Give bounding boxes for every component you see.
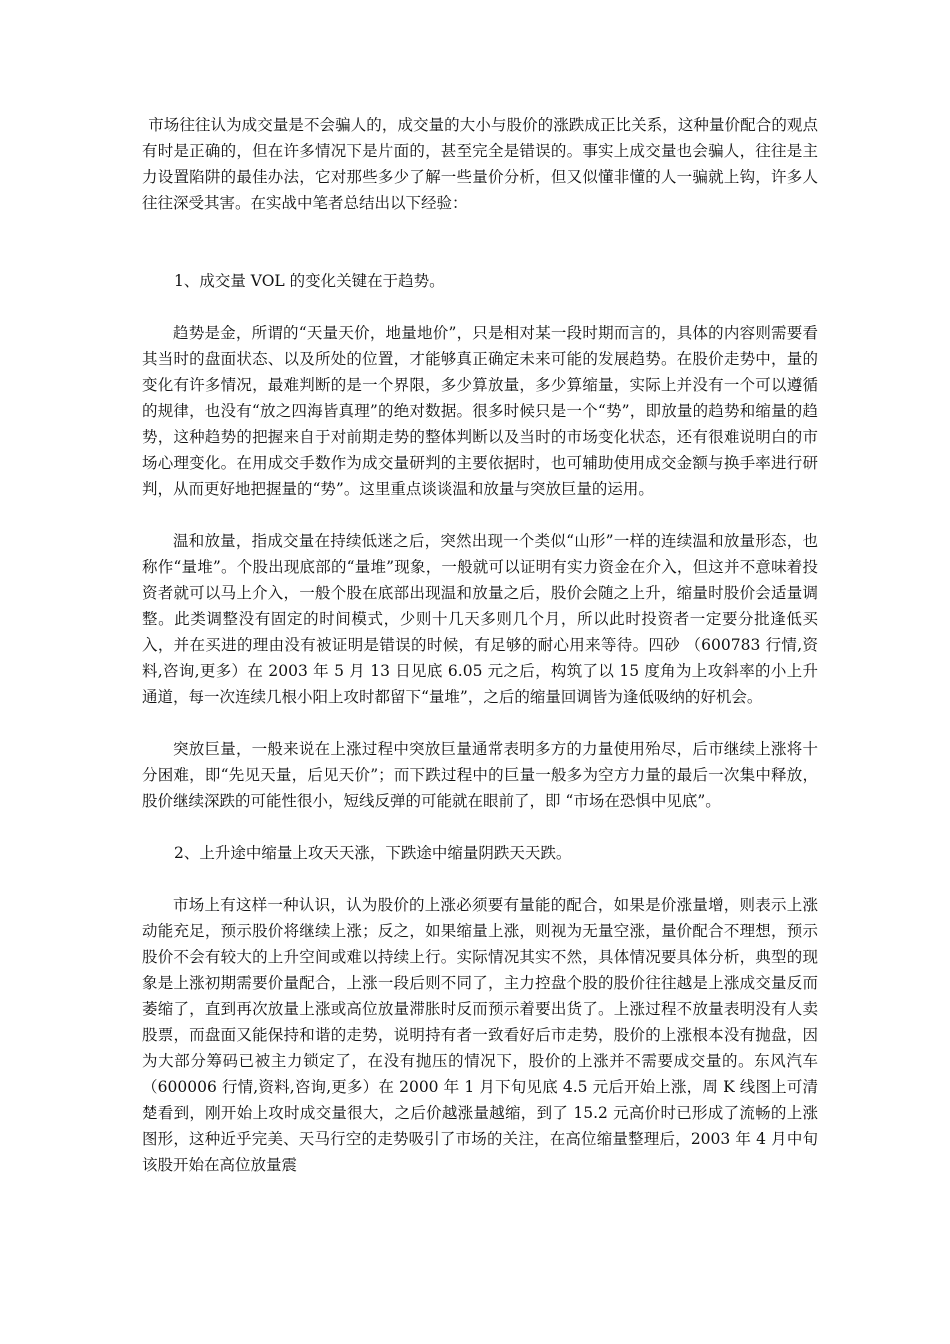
shrinking-volume-paragraph: 市场上有这样一种认识，认为股价的上涨必须要有量能的配合，如果是价涨量增，则表示上涨动能充足，预示股价将继续上涨；反之，如果缩量上涨，则视为无量空涨，量价配合不理想，预示股价不会有较大的上升空间或难以持续上行。实际情况其实不然，具体情况要具体分析，典型的现象是上涨初期需要价量配合，上涨一段后则不同了，主力控盘个股的股价往往越是上涨成交量反而萎缩了，直到再次放量上涨或高位放量滞胀时反而预示着要出货了。上涨过程不放量表明没有人卖股票，而盘面又能保持和谐的走势，说明持有者一致看好后市走势，股价的上涨根本没有抛盘，因为大部分筹码已被主力锁定了，在没有抛压的情况下，股价的上涨并不需要成交量的。东风汽车 （600006 行情,资料,咨询,更多）在 2000 年 1 月下旬见底 4.5 元后开始上涨，周 K 线图上可清楚看到，刚开始上攻时成交量很大，之后价越涨量越缩，到了 15.2 元高价时已形成了流畅的上涨图形，这种近乎完美、天马行空的走势吸引了市场的关注，在高位缩量整理后，2003 年 4 月中旬该股开始在高位放量震	[142, 896, 818, 1174]
trend-paragraph: 趋势是金，所谓的“天量天价，地量地价”，只是相对某一段时期而言的，具体的内容则需要看其当时的盘面状态、以及所处的位置，才能够真正确定未来可能的发展趋势。在股价走势中，量的变化有许多情况，最难判断的是一个界限，多少算放量，多少算缩量，实际上并没有一个可以遵循的规律，也没有“放之四海皆真理”的绝对数据。很多时候只是一个“势”，即放量的趋势和缩量的趋势，这种趋势的把握来自于对前期走势的整体判断以及当时的市场变化状态，还有很难说明白的市场心理变化。在用成交手数作为成交量研判的主要依据时，也可辅助使用成交金额与换手率进行研判，从而更好地把握量的“势”。这里重点谈谈温和放量与突放巨量的运用。	[142, 324, 818, 498]
section-heading-2: 2、上升途中缩量上攻天天涨，下跌途中缩量阴跌天天跌。	[174, 844, 572, 862]
intro-paragraph: 市场往往认为成交量是不会骗人的，成交量的大小与股价的涨跌成正比关系，这种量价配合的观点有时是正确的，但在许多情况下是片面的，甚至完全是错误的。事实上成交量也会骗人，往往是主力设置陷阱的最佳办法，它对那些多少了解一些量价分析，但又似懂非懂的人一骗就上钩，许多人往往深受其害。在实战中笔者总结出以下经验：	[142, 116, 818, 212]
section-heading-1: 1、成交量 VOL 的变化关键在于趋势。	[174, 272, 445, 290]
spacer	[142, 866, 818, 892]
huge-volume-paragraph: 突放巨量，一般来说在上涨过程中突放巨量通常表明多方的力量使用殆尽，后市继续上涨将十分困难，即“先见天量，后见天价”；而下跌过程中的巨量一般多为空方力量的最后一次集中释放，股价继续深跌的可能性很小，短线反弹的可能就在眼前了，即 “市场在恐惧中见底”。	[142, 740, 818, 810]
spacer	[142, 502, 818, 528]
document-body	[142, 112, 818, 1178]
spacer	[142, 216, 818, 268]
spacer	[142, 294, 818, 320]
spacer	[142, 814, 818, 840]
moderate-volume-paragraph: 温和放量，指成交量在持续低迷之后，突然出现一个类似“山形”一样的连续温和放量形态，也称作“量堆”。个股出现底部的“量堆”现象，一般就可以证明有实力资金在介入，但这并不意味着投资者就可以马上介入，一般个股在底部出现温和放量之后，股价会随之上升，缩量时股价会适量调整。此类调整没有固定的时间模式，少则十几天多则几个月，所以此时投资者一定要分批逢低买入，并在买进的理由没有被证明是错误的时候，有足够的耐心用来等待。四砂 （600783 行情,资料,咨询,更多）在 2003 年 5 月 13 日见底 6.05 元之后，构筑了以 15 度角为上攻斜率的小上升通道，每一次连续几根小阳上攻时都留下“量堆”，之后的缩量回调皆为逢低吸纳的好机会。	[142, 532, 818, 706]
spacer	[142, 710, 818, 736]
